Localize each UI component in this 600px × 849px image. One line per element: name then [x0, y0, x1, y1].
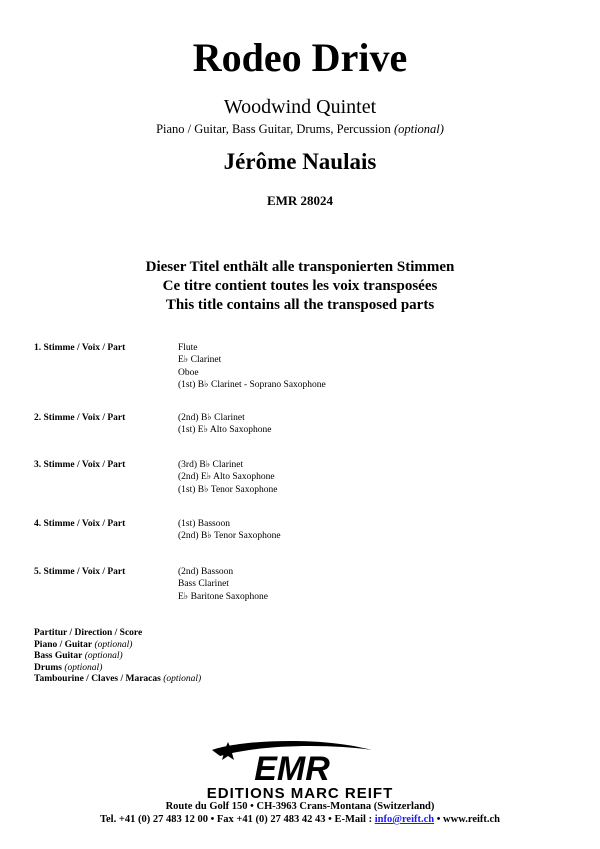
instrument: (2nd) Bassoon: [178, 567, 234, 577]
phone-fax: Tel. +41 (0) 27 483 12 00 • Fax +41 (0) 27 483 42 43 • E-Mail :: [99, 814, 375, 825]
part-row: [34, 412, 271, 437]
part-row: [34, 518, 281, 543]
bass-guitar-line: [34, 651, 201, 663]
publisher-name: EDITIONS MARC REIFT: [206, 785, 394, 800]
instrument: Flute: [178, 343, 198, 353]
subtitle: Woodwind Quintet: [223, 96, 377, 118]
transposition-notice: [0, 258, 600, 315]
instrument: (2nd) B♭ Tenor Saxophone: [178, 531, 281, 542]
drums-label: Drums: [34, 662, 62, 673]
optional-note: (optional): [163, 674, 202, 684]
notice-english: This title contains all the transposed parts: [165, 297, 435, 313]
logo-emr-text: EMR: [254, 750, 330, 788]
instrument: E♭ Clarinet: [178, 355, 222, 366]
instrument: (1st) E♭ Alto Saxophone: [178, 425, 272, 436]
part-label: 1. Stimme / Voix / Part: [34, 343, 126, 353]
score-line: Partitur / Direction / Score: [34, 628, 143, 638]
instrument: (2nd) B♭ Clarinet: [178, 413, 245, 423]
bass-guitar-label: Bass Guitar: [34, 651, 83, 661]
website: • www.reift.ch: [434, 814, 501, 825]
part-instruments: [178, 342, 326, 391]
optional-note: (optional): [64, 662, 103, 673]
instrument: (1st) B♭ Tenor Saxophone: [178, 484, 278, 495]
composer: Jérôme Naulais: [223, 149, 377, 174]
email-link[interactable]: info@reift.ch: [374, 814, 435, 825]
instrumentation-text: Piano / Guitar, Bass Guitar, Drums, Percussion: [156, 122, 391, 136]
instrument: (3rd) B♭ Clarinet: [178, 460, 244, 470]
part-label: 2. Stimme / Voix / Part: [34, 413, 126, 423]
catalog-number: EMR 28024: [266, 193, 334, 208]
part-instruments: [178, 459, 277, 496]
part-instruments: [178, 412, 271, 437]
part-label: 3. Stimme / Voix / Part: [34, 460, 126, 470]
part-instruments: [178, 566, 268, 603]
part-row: [34, 566, 268, 603]
notice-german: Dieser Titel enthält alle transponierten Stimmen: [145, 259, 455, 275]
instrument: Bass Clarinet: [178, 579, 229, 590]
part-row: [34, 459, 277, 496]
drums-line: [34, 663, 201, 675]
publisher-address: Route du Golf 150 • CH-3963 Crans-Montana (Switzerland): [165, 801, 435, 812]
publisher-contact: [0, 813, 600, 826]
instrumentation-optional: (optional): [393, 122, 444, 136]
percussion-label: Tambourine / Claves / Maracas: [34, 674, 161, 684]
instrument: (1st) Bassoon: [178, 519, 230, 529]
part-label: 4. Stimme / Voix / Part: [34, 519, 126, 529]
part-row: [34, 342, 326, 391]
optional-note: (optional): [94, 639, 133, 650]
part-label: 5. Stimme / Voix / Part: [34, 567, 126, 577]
notice-french: Ce titre contient toutes les voix transposées: [162, 278, 438, 294]
optional-note: (optional): [84, 651, 123, 661]
piano-guitar-line: [34, 640, 201, 652]
instrument: E♭ Baritone Saxophone: [178, 591, 268, 602]
page-title: Rodeo Drive: [192, 35, 408, 80]
instrumentation: [0, 121, 600, 137]
percussion-line: [34, 674, 201, 686]
emr-logo: [0, 738, 600, 800]
instrument: (2nd) E♭ Alto Saxophone: [178, 472, 275, 483]
part-instruments: [178, 518, 281, 543]
instrument: (1st) B♭ Clarinet - Soprano Saxophone: [178, 379, 326, 390]
instrument: Oboe: [178, 367, 199, 378]
star-icon: [218, 742, 238, 760]
piano-guitar-label: Piano / Guitar: [34, 639, 93, 650]
score-and-rhythm-list: [34, 628, 201, 686]
